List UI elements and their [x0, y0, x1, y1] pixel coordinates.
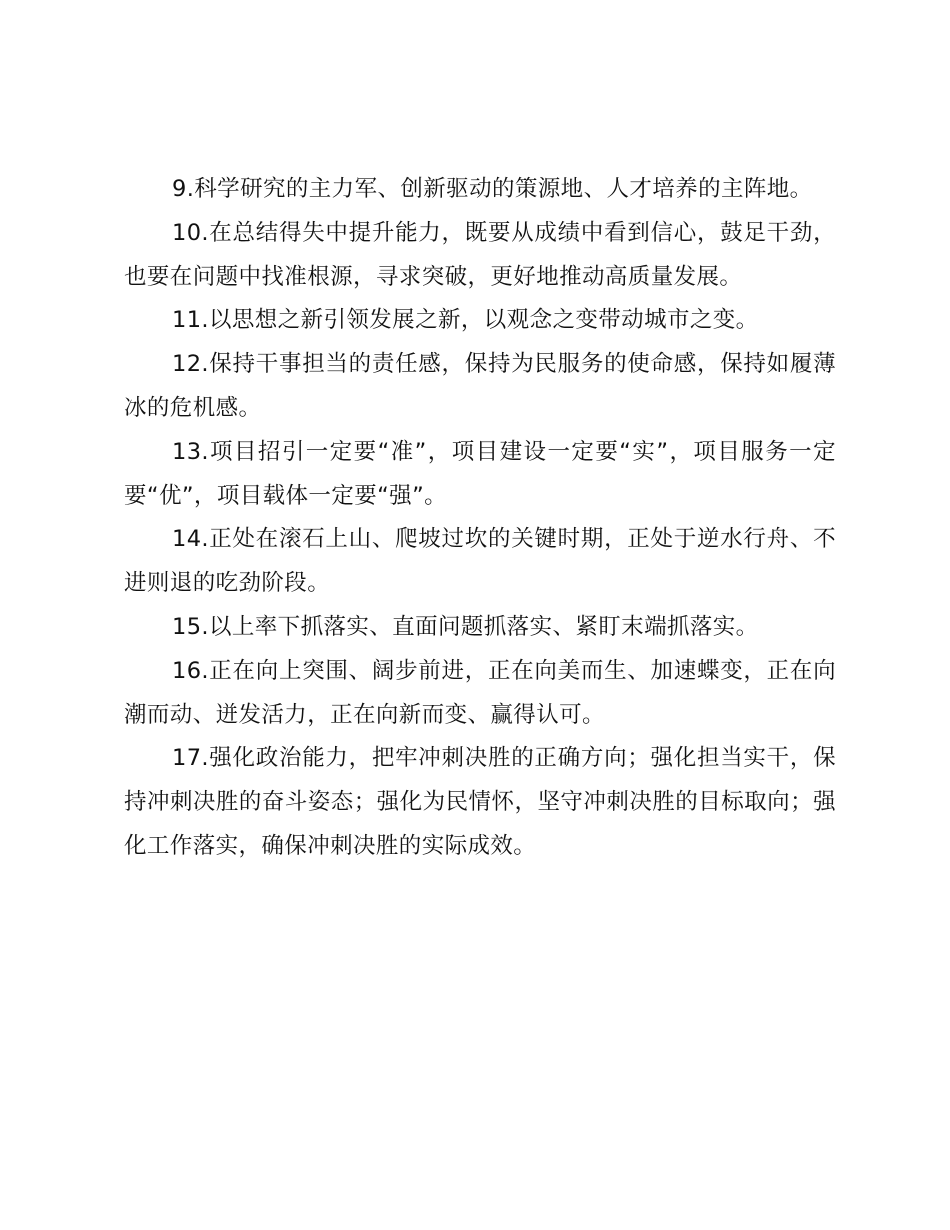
paragraph-9: 9.科学研究的主力军、创新驱动的策源地、人才培养的主阵地。 — [172, 176, 813, 202]
paragraph-17: 17.强化政治能力，把牢冲刺决胜的正确方向；强化担当实干，保持冲刺决胜的奋斗姿态；强化为民情怀，坚守冲刺决胜的目标取向；强化工作落实，确保冲刺决胜的实际成效。 — [124, 745, 836, 859]
document-body — [124, 168, 836, 869]
paragraph-14: 14.正处在滚石上山、爬坡过坎的关键时期，正处于逆水行舟、不进则退的吃劲阶段。 — [124, 526, 836, 597]
paragraph-16: 16.正在向上突围、阔步前进，正在向美而生、加速蝶变，正在向潮而动、迸发活力，正在向新而变、赢得认可。 — [124, 657, 836, 728]
paragraph-15: 15.以上率下抓落实、直面问题抓落实、紧盯末端抓落实。 — [172, 613, 759, 640]
paragraph-11: 11.以思想之新引领发展之新，以观念之变带动城市之变。 — [172, 307, 759, 334]
paragraph-12: 12.保持干事担当的责任感，保持为民服务的使命感，保持如履薄冰的危机感。 — [124, 351, 836, 421]
paragraph-13: 13.项目招引一定要“准”，项目建设一定要“实”，项目服务一定要“优”，项目载体一定要“强”。 — [124, 438, 836, 509]
paragraph-10: 10.在总结得失中提升能力，既要从成绩中看到信心，鼓足干劲，也要在问题中找准根源，寻求突破，更好地推动高质量发展。 — [124, 219, 836, 290]
